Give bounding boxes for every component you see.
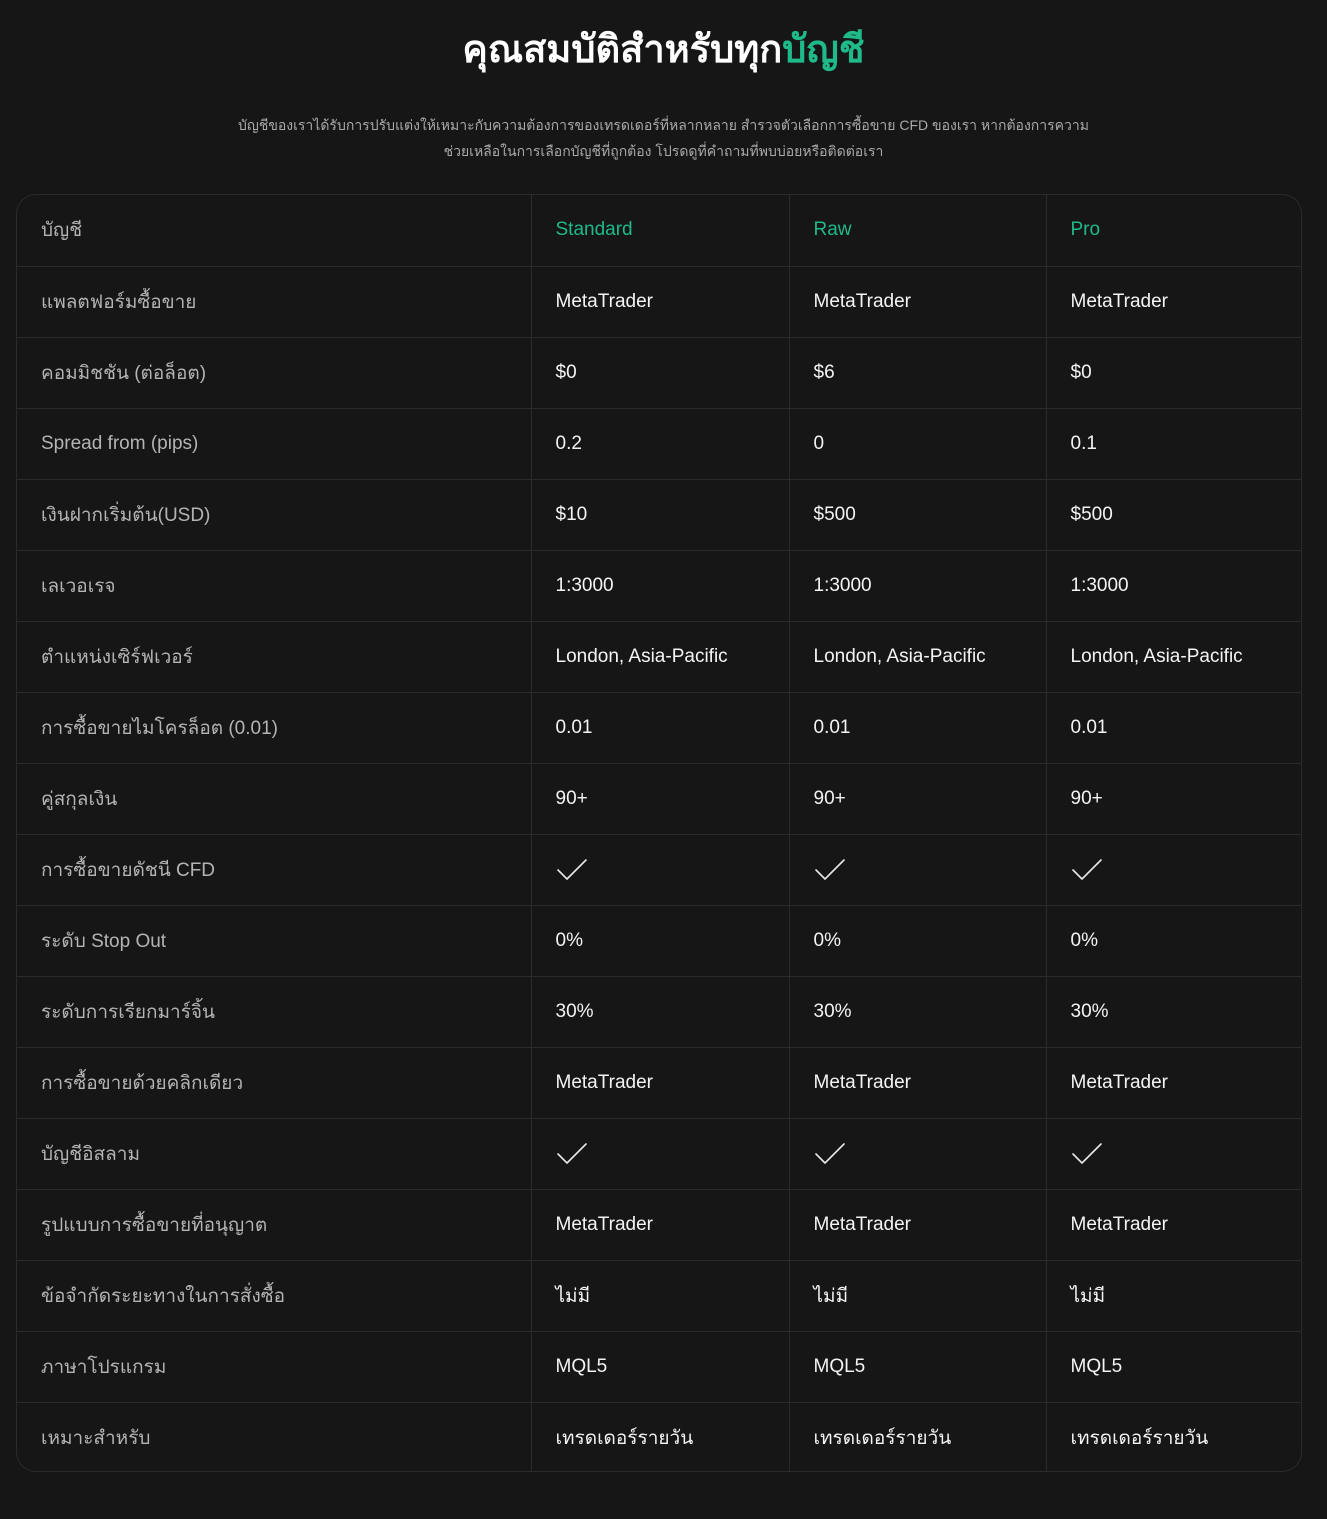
account-standard-header: Standard <box>531 195 789 266</box>
cell-raw: 1:3000 <box>789 550 1046 621</box>
row-label: บัญชีอิสลาม <box>17 1118 531 1189</box>
page-subtitle <box>0 112 1327 164</box>
cell-raw: 0.01 <box>789 692 1046 763</box>
table-row <box>17 1189 1302 1260</box>
cell-pro: 0% <box>1046 905 1302 976</box>
cell-raw: 30% <box>789 976 1046 1047</box>
page-title <box>0 24 1327 76</box>
cell-raw <box>789 1118 1046 1189</box>
row-label: รูปแบบการซื้อขายที่อนุญาต <box>17 1189 531 1260</box>
cell-pro: London, Asia-Pacific <box>1046 621 1302 692</box>
cell-standard: MetaTrader <box>531 1047 789 1118</box>
cell-standard: MetaTrader <box>531 1189 789 1260</box>
table-header-row <box>17 195 1302 266</box>
checkmark-icon <box>814 857 1046 883</box>
account-pro-header: Pro <box>1046 195 1302 266</box>
table-row <box>17 1118 1302 1189</box>
cell-pro: 0.01 <box>1046 692 1302 763</box>
cell-raw: $6 <box>789 337 1046 408</box>
cell-raw: MetaTrader <box>789 266 1046 337</box>
cell-standard <box>531 834 789 905</box>
cell-raw: MetaTrader <box>789 1047 1046 1118</box>
cell-raw <box>789 834 1046 905</box>
row-label: คอมมิชชัน (ต่อล็อต) <box>17 337 531 408</box>
row-label: การซื้อขายด้วยคลิกเดียว <box>17 1047 531 1118</box>
row-label: เหมาะสำหรับ <box>17 1402 531 1472</box>
table-row <box>17 1260 1302 1331</box>
checkmark-icon <box>556 1141 789 1167</box>
row-label: แพลตฟอร์มซื้อขาย <box>17 266 531 337</box>
table-row <box>17 834 1302 905</box>
cell-standard <box>531 1118 789 1189</box>
table-row <box>17 976 1302 1047</box>
cell-pro: ไม่มี <box>1046 1260 1302 1331</box>
table-row <box>17 763 1302 834</box>
cell-raw: MetaTrader <box>789 1189 1046 1260</box>
cell-raw: MQL5 <box>789 1331 1046 1402</box>
cell-pro <box>1046 1118 1302 1189</box>
table-row <box>17 550 1302 621</box>
cell-standard: เทรดเดอร์รายวัน <box>531 1402 789 1472</box>
checkmark-icon <box>1071 1141 1303 1167</box>
cell-standard: $10 <box>531 479 789 550</box>
cell-raw: 0 <box>789 408 1046 479</box>
row-label: เลเวอเรจ <box>17 550 531 621</box>
cell-pro: 90+ <box>1046 763 1302 834</box>
cell-pro: 0.1 <box>1046 408 1302 479</box>
table-row <box>17 408 1302 479</box>
account-comparison-table <box>16 194 1302 1472</box>
cell-pro <box>1046 834 1302 905</box>
cell-standard: 0.01 <box>531 692 789 763</box>
cell-standard: MetaTrader <box>531 266 789 337</box>
cell-raw: ไม่มี <box>789 1260 1046 1331</box>
row-label: คู่สกุลเงิน <box>17 763 531 834</box>
row-label: การซื้อขายดัชนี CFD <box>17 834 531 905</box>
table-row <box>17 1331 1302 1402</box>
header-label: บัญชี <box>41 220 83 242</box>
row-label: Spread from (pips) <box>17 408 531 479</box>
cell-pro: $0 <box>1046 337 1302 408</box>
row-label: เงินฝากเริ่มต้น(USD) <box>17 479 531 550</box>
cell-pro: $500 <box>1046 479 1302 550</box>
cell-standard: London, Asia-Pacific <box>531 621 789 692</box>
cell-pro: 30% <box>1046 976 1302 1047</box>
cell-pro: 1:3000 <box>1046 550 1302 621</box>
cell-standard: $0 <box>531 337 789 408</box>
table-row <box>17 621 1302 692</box>
cell-pro: MQL5 <box>1046 1331 1302 1402</box>
row-label: ข้อจำกัดระยะทางในการสั่งซื้อ <box>17 1260 531 1331</box>
checkmark-icon <box>814 1141 1046 1167</box>
checkmark-icon <box>1071 857 1303 883</box>
cell-standard: 1:3000 <box>531 550 789 621</box>
table-row <box>17 479 1302 550</box>
cell-raw: 90+ <box>789 763 1046 834</box>
account-raw-header: Raw <box>789 195 1046 266</box>
row-label: ระดับการเรียกมาร์จิ้น <box>17 976 531 1047</box>
cell-standard: 0.2 <box>531 408 789 479</box>
cell-standard: MQL5 <box>531 1331 789 1402</box>
cell-standard: 30% <box>531 976 789 1047</box>
table-row <box>17 692 1302 763</box>
row-label: การซื้อขายไมโครล็อต (0.01) <box>17 692 531 763</box>
cell-standard: 0% <box>531 905 789 976</box>
cell-raw: เทรดเดอร์รายวัน <box>789 1402 1046 1472</box>
table-row <box>17 1402 1302 1472</box>
cell-raw: $500 <box>789 479 1046 550</box>
cell-raw: London, Asia-Pacific <box>789 621 1046 692</box>
cell-pro: MetaTrader <box>1046 266 1302 337</box>
cell-pro: MetaTrader <box>1046 1047 1302 1118</box>
table-row <box>17 905 1302 976</box>
row-label: ตำแหน่งเซิร์ฟเวอร์ <box>17 621 531 692</box>
cell-standard: ไม่มี <box>531 1260 789 1331</box>
cell-pro: เทรดเดอร์รายวัน <box>1046 1402 1302 1472</box>
checkmark-icon <box>556 857 789 883</box>
cell-pro: MetaTrader <box>1046 1189 1302 1260</box>
subtitle-line-1: บัญชีของเราได้รับการปรับแต่งให้เหมาะกับความต้องการของเทรดเดอร์ที่หลากหลาย สำรวจตัวเลือกการซื้อขาย CFD ของเรา หากต้องการความ <box>238 117 1089 133</box>
cell-raw: 0% <box>789 905 1046 976</box>
row-label: ภาษาโปรแกรม <box>17 1331 531 1402</box>
row-label: ระดับ Stop Out <box>17 905 531 976</box>
subtitle-line-2: ช่วยเหลือในการเลือกบัญชีที่ถูกต้อง โปรดดูที่คำถามที่พบบ่อยหรือติดต่อเรา <box>443 143 884 159</box>
table-row <box>17 1047 1302 1118</box>
title-prefix: คุณสมบัติสำหรับทุก <box>462 29 783 71</box>
cell-standard: 90+ <box>531 763 789 834</box>
table-row <box>17 337 1302 408</box>
title-accent: บัญชี <box>782 29 865 71</box>
table-row <box>17 266 1302 337</box>
